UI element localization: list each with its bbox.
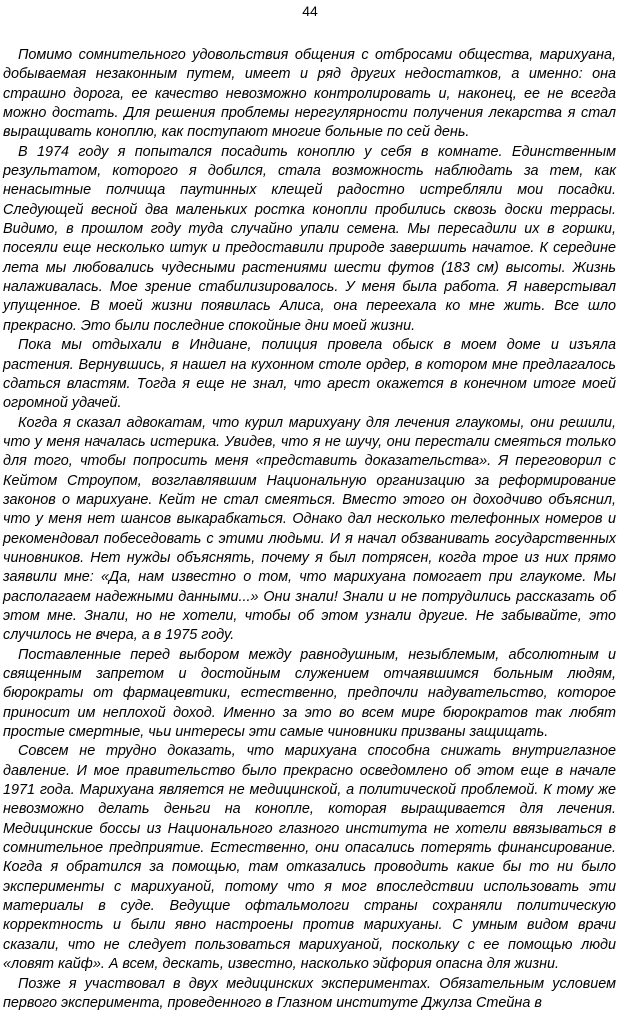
paragraph: Пока мы отдыхали в Индиане, полиция провела обыск в моем доме и изъяла растения. Вернувшись, я нашел на кухонном столе ордер, в котором мне предлагалось сдаться властям. Тогда я еще не знал, что арест окажется в конечном итоге моей огромной удачей.	[3, 336, 616, 413]
paragraph: Позже я участвовал в двух медицинских экспериментах. Обязательным условием первого эксперимента, проведенного в Глазном институте Джулза Стейна в	[3, 975, 616, 1013]
body-text	[3, 46, 616, 1013]
page-number: 44	[0, 3, 620, 19]
paragraph: Поставленные перед выбором между равнодушным, незыблемым, абсолютным и священным запретом и достойным служением отчаявшимся больным людям, бюрократы от фармацевтики, естественно, предпочли надувательство, которое приносит им неплохой доход. Именно за это во всем мире бюрократов так любят простые смертные, чьи интересы эти самые чиновники призваны защищать.	[3, 646, 616, 743]
paragraph: Помимо сомнительного удовольствия общения с отбросами общества, марихуана, добываемая незаконным путем, имеет и ряд других недостатков, а именно: она страшно дорога, ее качество невозможно контролировать и, наконец, ее не всегда можно достать. Для решения проблемы нерегулярности получения лекарства я стал выращивать коноплю, как поступают многие больные по сей день.	[3, 46, 616, 143]
paragraph: Когда я сказал адвокатам, что курил марихуану для лечения глаукомы, они решили, что у меня началась истерика. Увидев, что я не шучу, они перестали смеяться только для того, чтобы попросить меня «представить доказательства». Я переговорил с Кейтом Строупом, возглавлявшим Национальную организацию за реформирование законов о марихуане. Кейт не стал смеяться. Вместо этого он доходчиво объяснил, что у меня нет шансов выкарабкаться. Однако дал несколько телефонных номеров и рекомендовал побеседовать с этими людьми. И я начал обзванивать государственных чиновников. Нет нужды объяснять, почему я был потрясен, когда трое из них прямо заявили мне: «Да, нам известно о том, что марихуана помогает при глаукоме. Мы располагаем надежными данными...» Они знали! Знали и не потрудились рассказать об этом мне. Знали, но не хотели, чтобы об этом узнали другие. Не забывайте, это случилось не вчера, а в 1975 году.	[3, 414, 616, 646]
paragraph: В 1974 году я попытался посадить коноплю у себя в комнате. Единственным результатом, которого я добился, стала возможность наблюдать за тем, как ненасытные полчища паутинных клещей радостно истребляли мои посадки. Следующей весной два маленьких ростка конопли пробились сквозь доски террасы. Видимо, в прошлом году туда случайно упали семена. Мы пересадили их в горшки, посеяли еще несколько штук и предоставили природе завершить начатое. К середине лета мы любовались чудесными растениями шести футов (183 см) высоты. Жизнь налаживалась. Мое зрение стабилизировалось. У меня была работа. Я наверстывал упущенное. В моей жизни появилась Алиса, она переехала ко мне жить. Все шло прекрасно. Это были последние спокойные дни моей жизни.	[3, 143, 616, 336]
paragraph: Совсем не трудно доказать, что марихуана способна снижать внутриглазное давление. И мое правительство было прекрасно осведомлено об этом еще в начале 1971 года. Марихуана является не медицинской, а политической проблемой. К тому же невозможно делать деньги на конопле, которая выращивается для лечения. Медицинские боссы из Национального глазного института не хотели ввязываться в сомнительное предприятие. Естественно, они опасались потерять финансирование. Когда я обратился за помощью, там отказались проводить какие бы то ни было эксперименты с марихуаной, потому что я мог впоследствии использовать эти материалы в суде. Ведущие офтальмологи страны сохраняли политическую корректность и были явно настроены против марихуаны. С умным видом врачи сказали, что не следует пользоваться марихуаной, поскольку с ее помощью люди «ловят кайф». А всем, дескать, известно, насколько эйфория опасна для жизни.	[3, 742, 616, 974]
